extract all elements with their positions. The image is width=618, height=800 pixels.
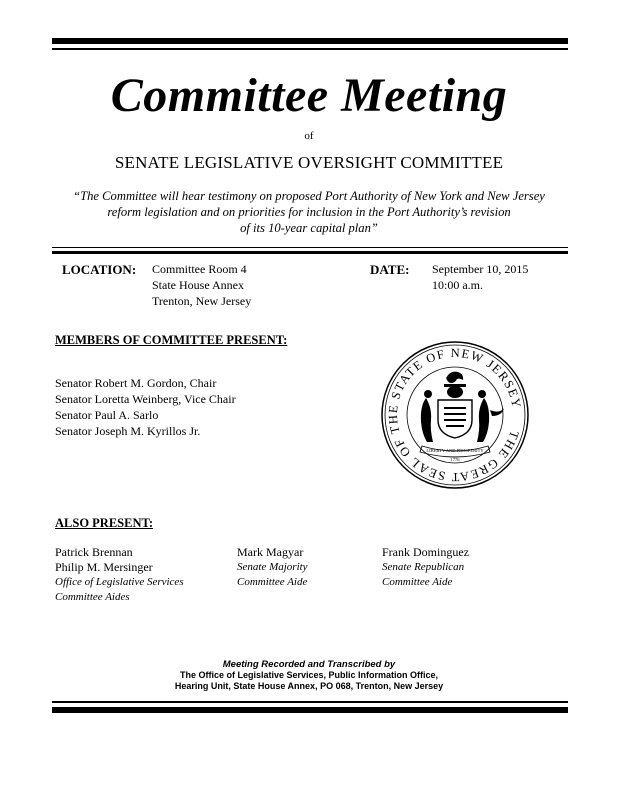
bottom-rule-thick [52, 707, 568, 713]
attendee-role: Senate Republican [382, 561, 465, 573]
location-line: Committee Room 4 [152, 262, 247, 276]
member-item: Senator Loretta Weinberg, Vice Chair [55, 392, 236, 406]
middle-rule-thin [52, 247, 568, 248]
members-list [55, 375, 236, 439]
attendee-role: Office of Legislative Services [55, 576, 184, 588]
date-value [432, 261, 528, 293]
members-heading: MEMBERS OF COMMITTEE PRESENT: [55, 333, 288, 347]
location-value [152, 261, 251, 309]
purpose-line: reform legislation and on priorities for inclusion in the Port Authority’s revision [107, 205, 511, 219]
seal-ring-text: THE GREAT SEAL OF THE STATE OF NEW JERSEY [385, 345, 524, 485]
state-seal-icon [380, 340, 530, 490]
of-text: of [304, 130, 314, 142]
date-line: September 10, 2015 [432, 262, 529, 276]
location-line: State House Annex [152, 278, 244, 292]
also-present-heading: ALSO PRESENT: [55, 516, 154, 530]
attendee-role: Committee Aides [55, 591, 130, 603]
committee-name: SENATE LEGISLATIVE OVERSIGHT COMMITTEE [114, 153, 504, 172]
footer-line: Hearing Unit, State House Annex, PO 068, Trenton, New Jersey [174, 681, 444, 691]
bottom-rule-thin [52, 701, 568, 703]
top-rule-thick [52, 38, 568, 44]
attendee-name: Frank Dominguez [382, 545, 469, 559]
purpose-line: of its 10-year capital plan” [240, 221, 378, 235]
member-item: Senator Paul A. Sarlo [55, 408, 159, 422]
attendee-name: Mark Magyar [237, 545, 304, 559]
also-present-column [237, 545, 308, 590]
date-label: DATE: [370, 262, 410, 277]
member-item: Senator Joseph M. Kyrillos Jr. [55, 424, 201, 438]
location-line: Trenton, New Jersey [152, 294, 252, 308]
purpose-line: “The Committee will hear testimony on proposed Port Authority of New York and New Jersey [73, 189, 545, 203]
footer-line: The Office of Legislative Services, Public Information Office, [179, 670, 439, 680]
location-label: LOCATION: [62, 262, 137, 277]
also-present-column [55, 545, 184, 605]
transcription-credit [0, 659, 618, 692]
page-title: Committee Meeting [110, 69, 508, 122]
seal-banner-text: LIBERTY AND PROSPERITY [426, 448, 484, 453]
also-present-column [382, 545, 469, 590]
top-rule-thin [52, 48, 568, 50]
footer-line: Meeting Recorded and Transcribed by [222, 659, 396, 670]
date-line: 10:00 a.m. [432, 278, 483, 292]
attendee-role: Committee Aide [382, 576, 453, 588]
member-item: Senator Robert M. Gordon, Chair [55, 376, 217, 390]
attendee-name: Patrick Brennan [55, 545, 133, 559]
attendee-name: Philip M. Mersinger [55, 560, 153, 574]
meeting-purpose [60, 188, 558, 236]
seal-year: 1776 [450, 457, 460, 462]
attendee-role: Committee Aide [237, 576, 308, 588]
attendee-role: Senate Majority [237, 561, 308, 573]
middle-rule-thick [52, 251, 568, 254]
